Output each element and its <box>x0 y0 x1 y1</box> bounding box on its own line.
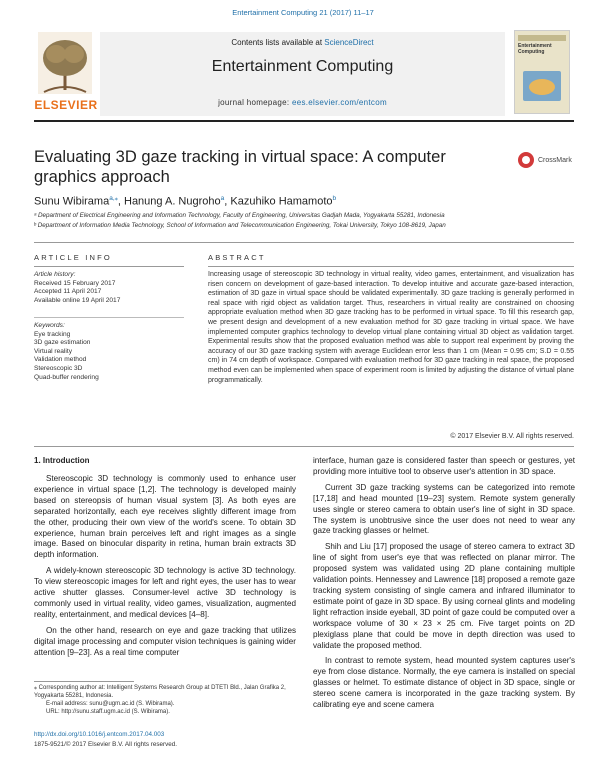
email-note[interactable]: E-mail address: sunu@ugm.ac.id (S. Wibirama). <box>46 701 175 707</box>
journal-reference[interactable]: Entertainment Computing 21 (2017) 11–17 <box>232 8 374 17</box>
author-affil-link[interactable]: a,⁎ <box>109 195 118 202</box>
crossmark-center <box>522 156 530 164</box>
footnotes <box>34 684 304 716</box>
body-paragraph: Current 3D gaze tracking systems can be categorized into remote [17,18] and head mounted [19–23] system. Remote system generally uses single or stereo camera to obtain user's line of sight in 3D space. The system is unobtrusive since the user does not need to wear any gaze tracking glasses or helmet. <box>313 482 575 536</box>
abstract-rule <box>208 266 574 267</box>
author-list <box>34 194 336 208</box>
body-paragraph: On the other hand, research on eye and gaze tracking that utilizes digital image processing and computer vision techniques is gaining wider attention [9–23]. As a real time computer <box>34 625 296 657</box>
keywords-rule <box>34 317 184 318</box>
homepage-link[interactable]: ees.elsevier.com/entcom <box>291 98 387 107</box>
article-info-heading: ARTICLE INFO <box>34 253 112 262</box>
affiliation-a: ᵃ Department of Electrical Engineering and Information Technology, Faculty of Engineering, Universitas Gadjah Mada, Yogyakarta 55281, Indonesia <box>34 212 445 219</box>
keyword: 3D gaze estimation <box>34 339 91 347</box>
abstract-text: Increasing usage of stereoscopic 3D technology in virtual reality, video games, entertainment, and visualization has risen concern on development of gaze-based interaction. To develop intuitive and accurate gaze-based interaction, estimation of 3D gaze in virtual space should be validated experimentally. 3D gaze tracking is generally performed in real space with rigid object as validation target. Thus, researchers in virtual reality are constrained on choosing appropriate evaluation method when 3D gaze tracking has to be performed in virtual space. To fill this research gap, we present design and development of a new evaluation method for 3D gaze tracking in virtual space. We have implemented computer graphics technology to develop virtual plane containing virtual 3D object as validation target. Experimental results show that the proposed evaluation method was able to support real experiment by proving the accuracy of our 3D gaze tracking system with average Euclidean error less than 1 cm (Mean = 0.95 cm; S.D = 0.55 cm) in 74 cm depth of workspace. Compared with evaluation method for 3D gaze tracking in real space, the proposed method even can be implemented when space of experiment room is limited by adjusting the distance of virtual plane programmatically. <box>208 271 574 384</box>
body-column-left <box>34 474 296 664</box>
author-affil-link[interactable]: b <box>332 195 337 202</box>
doi-link[interactable]: http://dx.doi.org/10.1016/j.entcom.2017.04.003 <box>34 731 165 738</box>
body-paragraph: In contrast to remote system, head mounted system captures user's eye from close distance. Normally, the eye camera is installed on special glasses or helmet. To estimate distance of object in 3D space, single or stereo scene camera is incorporated in the gaze tracking system. By calibrating eye and scene camera <box>313 656 575 710</box>
journal-homepage <box>100 98 505 107</box>
keyword: Validation method <box>34 356 87 364</box>
corresponding-author-note: ⁎ Corresponding author at: Intelligent Systems Research Group at DTETI Bld., Jalan Grafika 2, Yogyakarta 55281, Indonesia. <box>34 685 286 699</box>
author-name: Hanung A. Nugroho <box>124 195 221 208</box>
sciencedirect-link[interactable]: ScienceDirect <box>324 38 374 47</box>
introduction-heading: 1. Introduction <box>34 456 90 465</box>
abstract-bottom-rule <box>34 446 574 447</box>
author-name: Kazuhiko Hamamoto <box>230 195 333 208</box>
keyword: Stereoscopic 3D <box>34 364 83 372</box>
received-date: Received 15 February 2017 <box>34 279 116 287</box>
cover-title: Entertainment Computing <box>518 43 552 55</box>
journal-title: Entertainment Computing <box>211 58 394 75</box>
history-label: Article history: <box>34 271 76 278</box>
affiliation-b: ᵇ Department of Information Media Technology, School of Information and Telecommunication Engineering, Tokai University, Tokyo 108-8619, Japan <box>34 222 446 229</box>
body-paragraph: Shih and Liu [17] proposed the usage of stereo camera to extract 3D line of sight from user's eye that was reflected on planar mirror. The proposed system was validated using 2D plane containing multiple validation points. Hennessey and Lawrence [18] proposed a remote gaze tracking system consisting of single camera and infrared illuminator to estimate point of gaze in 3D space. By using corneal glints and modeling light refraction inside eyeball, 3D point of gaze could be computed over a workspace volume of 30 × 23 × 25 cm. Five target points on 2D plexiglass plane that could be move in depth direction was used to validate the proposed method. <box>313 542 575 650</box>
affiliation-rule <box>34 242 574 243</box>
body-paragraph: Stereoscopic 3D technology is commonly used to enhance user experience in virtual space [1,2]. The technology is developed mainly based on stereopsis of human visual system [3]. As both eyes are separated horizontally, each eye receives slightly different image from the other, producing their own view of the world's scene. To obtain 3D experience, human brain perceives left and right images as a single image. Based on binocular disparity in retina, human brain extracts 3D depth information. <box>34 474 296 560</box>
footnote-rule <box>34 681 134 682</box>
author-separator: , <box>224 195 231 208</box>
crossmark-label[interactable]: CrossMark <box>538 157 572 164</box>
author-name: Sunu Wibirama <box>34 195 110 208</box>
abstract-copyright: © 2017 Elsevier B.V. All rights reserved. <box>450 433 574 440</box>
article-title: Evaluating 3D gaze tracking in virtual space: A computer graphics approach <box>34 148 446 186</box>
body-column-right <box>313 456 575 716</box>
contents-prefix: Contents lists available at <box>231 38 325 47</box>
issn-copyright: 1875-9521/© 2017 Elsevier B.V. All rights reserved. <box>34 741 178 748</box>
author-separator: , <box>117 195 124 208</box>
body-paragraph: interface, human gaze is considered faster than speech or gestures, yet providing more intuitive tool to observe user's attention in 3D space. <box>313 456 575 476</box>
keyword: Quad-buffer rendering <box>34 373 99 381</box>
url-note[interactable]: URL: http://sunu.staff.ugm.ac.id (S. Wibirama). <box>46 709 170 715</box>
elsevier-wordmark[interactable]: ELSEVIER <box>34 98 98 112</box>
keyword: Eye tracking <box>34 330 71 338</box>
cover-bar <box>518 35 566 41</box>
article-info-rule <box>34 266 184 267</box>
header-rule <box>34 120 574 122</box>
contents-available <box>100 38 505 47</box>
keywords-block <box>34 322 194 382</box>
keyword: Virtual reality <box>34 347 72 355</box>
keywords-label: Keywords: <box>34 322 65 329</box>
cover-art-detail <box>529 79 555 95</box>
article-history <box>34 271 194 305</box>
crossmark-icon[interactable] <box>518 152 534 168</box>
homepage-prefix: journal homepage: <box>218 98 292 107</box>
accepted-date: Accepted 11 April 2017 <box>34 288 102 296</box>
abstract-heading: ABSTRACT <box>208 253 266 262</box>
body-paragraph: A widely-known stereoscopic 3D technology is active 3D technology. To view stereoscopic images for left and right eyes, the user has to wear active shutter glasses. Consumer-level active 3D technology is commonly used in virtual reality, video games, visualization, augmented reality, entertainment, and medical devices [4–8]. <box>34 566 296 619</box>
journal-cover-thumbnail[interactable] <box>514 30 570 114</box>
author-affil-link[interactable]: a <box>220 195 225 202</box>
online-date: Available online 19 April 2017 <box>34 296 121 304</box>
